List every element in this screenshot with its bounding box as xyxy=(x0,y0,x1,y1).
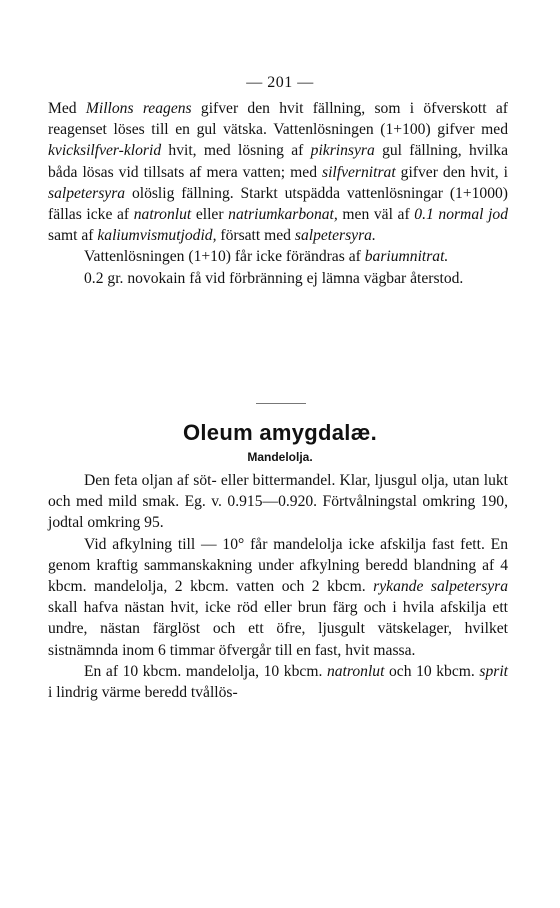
page-number: — 201 — xyxy=(246,74,314,91)
italic-term: bariumnitrat. xyxy=(364,248,449,266)
italic-term: Millons reagens xyxy=(85,100,192,117)
paragraph: 0.2 gr. novokain få vid förbränning ej lämna vägbar återstod. xyxy=(84,269,464,287)
italic-term: rykande salpetersyra xyxy=(373,578,508,596)
italic-term: natronlut xyxy=(326,662,385,680)
section-divider xyxy=(256,403,306,404)
italic-term: silfvernitrat xyxy=(322,163,396,181)
italic-term: 0.1 normal jod xyxy=(414,206,508,224)
paragraph: En af 10 kbcm. mandelolja, 10 kbcm. natronlut och 10 kbcm. sprit i lindrig värme beredd tvållös- xyxy=(48,662,508,702)
italic-term: salpetersyra xyxy=(48,184,126,202)
section-title: Oleum amygdalæ. xyxy=(182,420,377,445)
section-body xyxy=(48,470,508,703)
italic-term: pikrinsyra xyxy=(310,142,375,160)
paragraph: Vattenlösningen (1+10) får icke förändras af bariumnitrat. xyxy=(84,248,449,266)
italic-term: natriumkarbonat, xyxy=(228,206,338,224)
paragraph: Med Millons reagens gifver den hvit fällning, som i öfverskott af reagenset löses till en gul vätska. Vattenlösningen (1+100) gifver med kvicksilfver-klorid hvit, med lösning af pikrinsyra gul fällning, hvilka båda lösas vid tillsats af mera vatten; med silfvernitrat gifver den hvit, i salpetersyra olöslig fällning. Starkt utspädda vattenlösningar (1+1000) fällas icke af natronlut eller natriumkarbonat, men väl af 0.1 normal jod samt af kaliumvismutjodid, försatt med salpetersyra. xyxy=(48,100,508,245)
italic-term: natronlut xyxy=(133,206,192,224)
italic-term: kvicksilfver-klorid xyxy=(48,142,162,160)
italic-term: salpetersyra. xyxy=(294,227,376,245)
italic-term: sprit xyxy=(479,662,508,680)
top-section xyxy=(48,98,508,289)
section-subtitle: Mandelolja. xyxy=(247,450,313,464)
paragraph: Vid afkylning till — 10° får mandelolja icke afskilja fast fett. En genom kraftig sammanskakning under afkylning beredd blandning af 4 kbcm. mandelolja, 2 kbcm. vatten och 2 kbcm. rykande salpetersyra skall hafva nästan hvit, icke röd eller brun färg och i hvila afskilja ett undre, nästan färglöst och ett öfre, ljusgult vätskelager, hvilket sistnämnda inom 6 timmar öfvergår till en fast, hvit massa. xyxy=(48,535,508,659)
paragraph: Den feta oljan af söt- eller bittermandel. Klar, ljusgul olja, utan lukt och med mild smak. Eg. v. 0.915—0.920. Förtvålningstal omkring 190, jodtal omkring 95. xyxy=(48,472,508,532)
italic-term: kaliumvismutjodid, xyxy=(97,227,217,245)
